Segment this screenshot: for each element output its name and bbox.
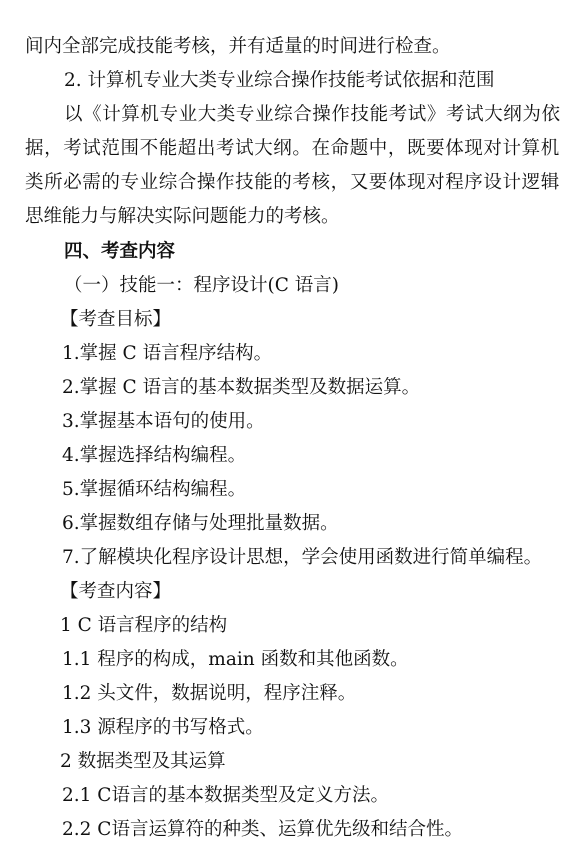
text-line: 间内全部完成技能考核，并有适量的时间进行检查。 [25, 36, 451, 57]
topic-item: 1.3 源程序的书写格式。 [62, 717, 264, 738]
list-item: 6.掌握数组存储与处理批量数据。 [62, 513, 339, 534]
block-label: 【考查内容】 [60, 581, 172, 602]
block-label: 【考查目标】 [60, 309, 172, 330]
list-item: 1.掌握 C 语言程序结构。 [62, 343, 273, 364]
list-item: 3.掌握基本语句的使用。 [62, 411, 265, 432]
topic-heading: 1 C 语言程序的结构 [60, 615, 228, 636]
list-item: 5.掌握循环结构编程。 [62, 479, 247, 500]
paragraph-line: 类所必需的专业综合操作技能的考核，又要体现对程序设计逻辑 [25, 172, 560, 193]
paragraph-line: 以《计算机专业大类专业综合操作技能考试》考试大纲为依 [64, 104, 561, 125]
topic-heading: 2 数据类型及其运算 [60, 751, 226, 772]
subsection-heading: （一）技能一：程序设计(C 语言) [64, 275, 339, 296]
topic-item: 2.1 C语言的基本数据类型及定义方法。 [62, 785, 389, 806]
list-item: 4.掌握选择结构编程。 [62, 445, 247, 466]
list-item: 2.掌握 C 语言的基本数据类型及数据运算。 [62, 377, 421, 398]
topic-item: 2.2 C语言运算符的种类、运算优先级和结合性。 [62, 819, 463, 840]
section-heading: 2. 计算机专业大类专业综合操作技能考试依据和范围 [64, 70, 495, 91]
paragraph-line: 思维能力与解决实际问题能力的考核。 [25, 206, 340, 227]
topic-item: 1.1 程序的构成，main 函数和其他函数。 [62, 649, 409, 670]
paragraph-line: 据，考试范围不能超出考试大纲。在命题中，既要体现对计算机 [25, 138, 560, 159]
chapter-heading: 四、考查内容 [64, 241, 176, 262]
topic-item: 1.2 头文件，数据说明，程序注释。 [62, 683, 357, 704]
list-item: 7.了解模块化程序设计思想，学会使用函数进行简单编程。 [62, 547, 543, 568]
